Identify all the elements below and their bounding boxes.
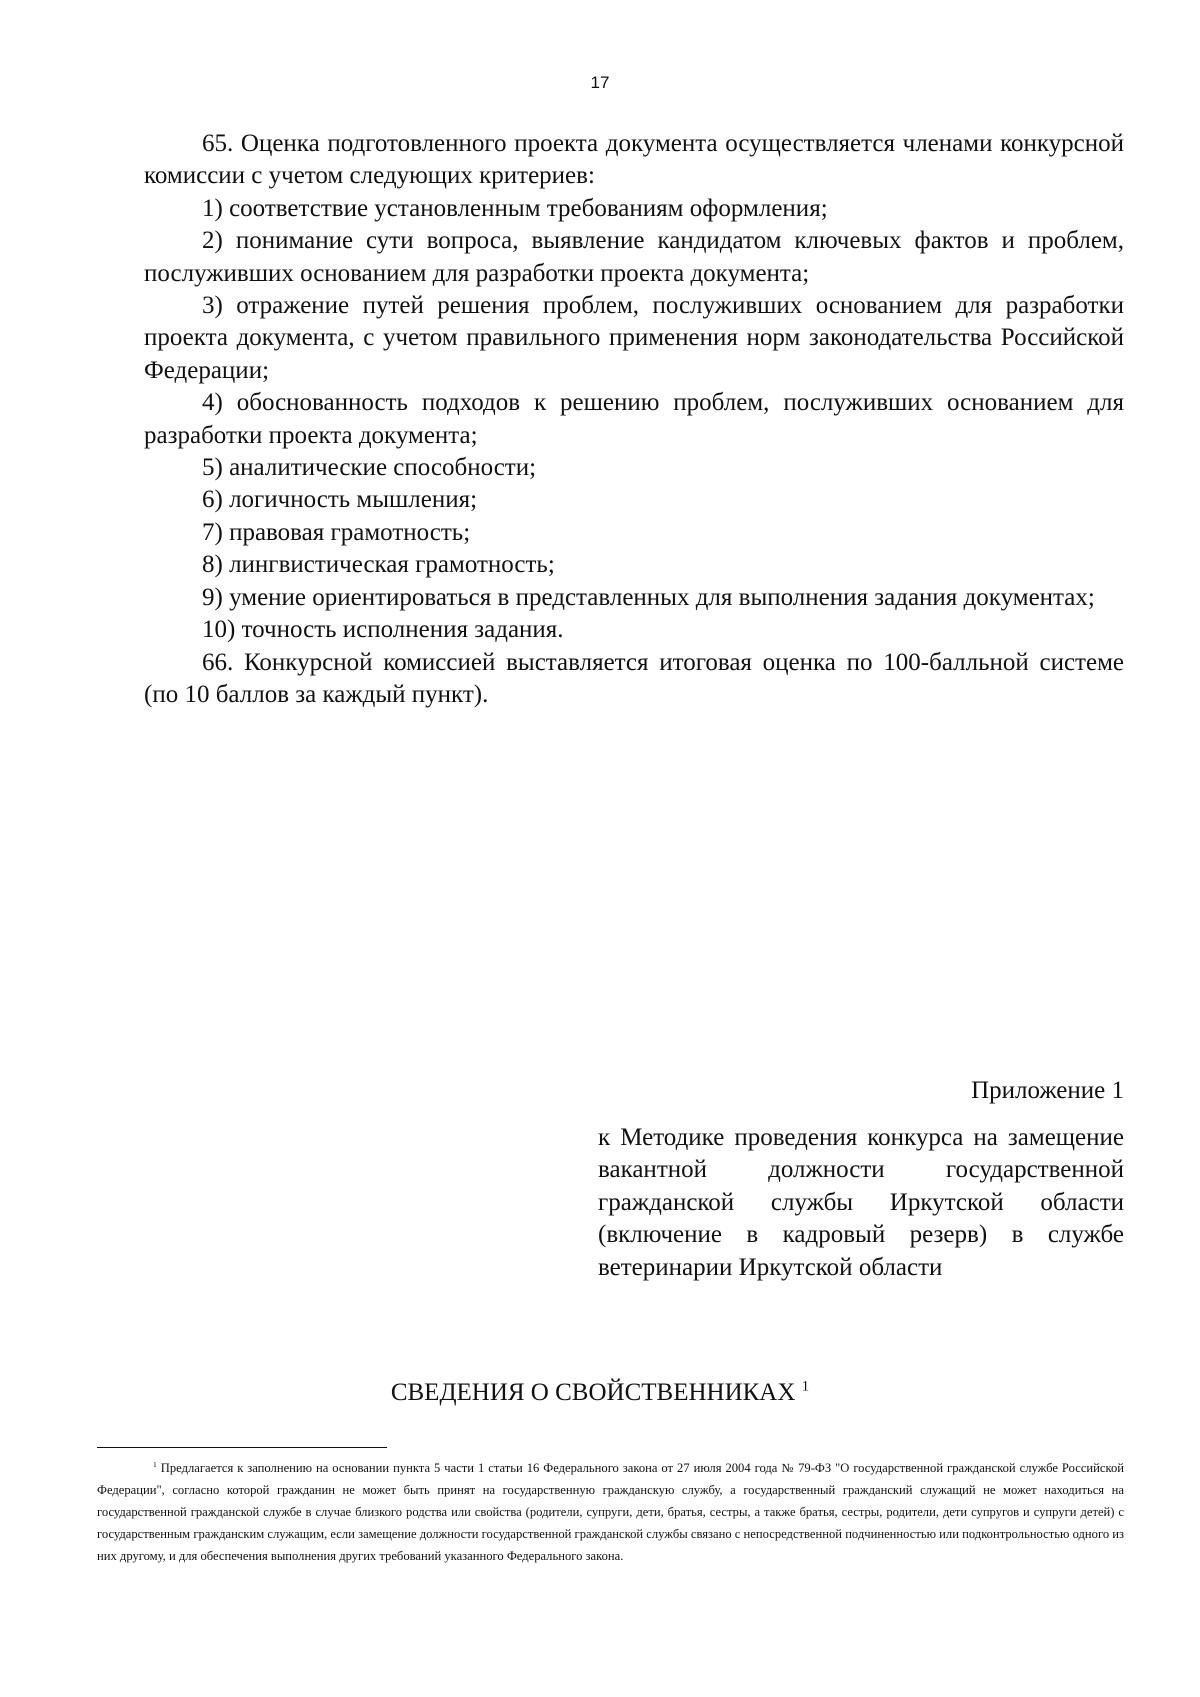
appendix-reference-text: к Методике проведения конкурса на замещение вакантной должности государственной гражданской службы Иркутской области (включение в кадровый резерв) в службе ветеринарии Иркутской области (598, 1124, 1124, 1281)
criterion-5: 5) аналитические способности; (202, 454, 537, 482)
footnote-paragraph (97, 1457, 1124, 1567)
criterion-1: 1) соответствие установленным требованиям оформления; (202, 194, 828, 222)
footnote-mark: 1 (153, 1459, 157, 1469)
body-text (144, 128, 1124, 711)
criterion-4: 4) обоснованность подходов к решению проблем, послуживших основанием для разработки проекта документа; (144, 389, 1124, 449)
criterion-9: 9) умение ориентироваться в представленных для выполнения задания документах; (202, 583, 1095, 611)
criterion-2: 2) понимание сути вопроса, выявление кандидатом ключевых фактов и проблем, послуживших основанием для разработки проекта документа; (144, 227, 1124, 287)
appendix-title: Приложение 1 (971, 1077, 1124, 1104)
section-heading (0, 1377, 1200, 1409)
criterion-8: 8) лингвистическая грамотность; (202, 551, 555, 579)
footnote-separator (97, 1447, 387, 1448)
criterion-3: 3) отражение путей решения проблем, послуживших основанием для разработки проекта документа, с учетом правильного применения норм законодательства Российской Федерации; (144, 292, 1124, 384)
footnote-reference[interactable]: 1 (801, 1378, 810, 1395)
section-heading-text: СВЕДЕНИЯ О СВОЙСТВЕННИКАХ (390, 1379, 796, 1406)
criterion-7: 7) правовая грамотность; (202, 518, 471, 546)
footnote (97, 1457, 1124, 1567)
page-number: 17 (590, 73, 610, 92)
paragraph-65: 65. Оценка подготовленного проекта документа осуществляется членами конкурсной комиссии с учетом следующих критериев: (144, 130, 1124, 190)
footnote-text: Предлагается к заполнению на основании пункта 5 части 1 статьи 16 Федерального закона от 27 июля 2004 года № 79-ФЗ "О государственной гражданской службе Российской Федерации", согласно которой гражданин не может быть принят на государственную гражданскую службу, а государственный гражданский служащий не может находиться на государственной гражданской службе в случае близкого родства или свойства (родители, супруги, дети, братья, сестры, а также братья, сестры, родители, дети супругов и супруги детей) с государственным гражданским служащим, если замещение должности государственной гражданской службы связано с непосредственной подчиненностью или подконтрольностью одного из них другому, и для обеспечения выполнения других требований указанного Федерального закона. (97, 1461, 1124, 1563)
criterion-10: 10) точность исполнения задания. (202, 616, 564, 644)
paragraph-66: 66. Конкурсной комиссией выставляется итоговая оценка по 100-балльной системе (по 10 баллов за каждый пункт). (144, 648, 1124, 708)
appendix-reference (598, 1122, 1124, 1284)
criterion-6: 6) логичность мышления; (202, 486, 478, 514)
